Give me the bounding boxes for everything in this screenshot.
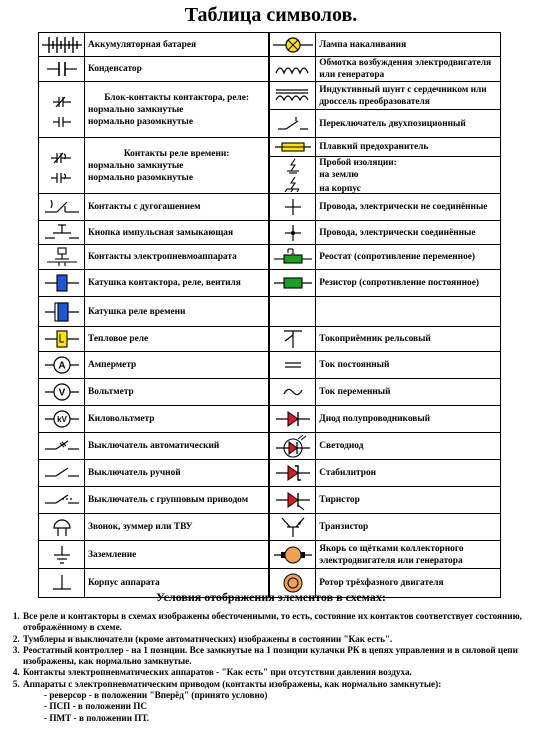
ac-current-icon [269,379,316,406]
symbol-label: Ток постоянный [316,352,501,379]
group-line: нормально замкнутые [88,104,184,115]
symbol-label: Обмотка возбуждения электродвигателя или генератора [316,57,501,82]
symbol-label: Реостат (сопротивление переменное) [316,245,501,270]
symbol-label: Ток переменный [316,379,501,406]
symbol-label: Резистор (сопротивление постоянное) [316,270,501,297]
symbol-label: Аккумуляторная батарея [85,33,270,57]
symbol-label: Лампа накаливания [316,33,501,57]
conditions-list [0,611,542,724]
conditions-heading: Условия отображения элементов в схемах: [156,590,386,604]
symbol-label: Токоприёмник рельсовый [316,327,501,352]
circuit-breaker-icon [39,433,85,460]
inductor-switch-cell [269,82,316,138]
led-icon [269,433,316,460]
group-line: нормально замкнутые [88,160,184,171]
group-heading: Контакты реле времени: [123,148,230,159]
condition-item: 4. Контакты электропневматических аппаратов - "Как есть" при отсутствии давления воздуха. [22,667,542,678]
dc-current-icon [269,352,316,379]
group-heading: Пробой изоляции: [319,158,397,168]
fuse-insulation-cell [269,138,316,194]
empty-cell [316,297,501,327]
condition-item: 3. Реостатный контроллер - на 1 позиции. Все замкнутые на 1 позиции кулачки РК в цепях управления и в силовой цепи изображены, как нормально замкнутые. [22,645,542,668]
symbol-label: Конденсатор [85,57,270,82]
arc-quench-contact-icon [39,194,85,221]
transistor-icon [269,514,316,541]
diode-icon [269,406,316,433]
block-contacts-icon [39,82,85,138]
battery-icon [39,33,85,57]
inductor-core-icon [270,82,315,110]
symbol-label: Катушка контактора, реле, вентиля [85,270,270,297]
rail-collector-icon [269,327,316,352]
resistor-icon [269,270,316,297]
insulation-breakdown-icon [270,157,315,193]
capacitor-icon [39,57,85,82]
symbol-label: Плавкий предохранитель [316,138,500,157]
condition-text: Аппараты с электропневматическим приводом (контакты изображены, как нормально замкнутые): [23,678,442,689]
group-line: нормально разомкнутые [88,172,193,183]
thermal-relay-icon [39,327,85,352]
symbol-label: Транзистор [316,514,501,541]
symbol-label: Корпус аппарата [85,569,270,598]
symbol-label: Контакты с дугогашением [85,194,270,221]
rheostat-icon [269,245,316,270]
symbol-label: Вольтметр [85,379,270,406]
symbol-label-group [316,82,501,138]
condition-subitem: - ПМТ - в положении ПТ. [44,712,149,723]
symbol-label: Выключатель автоматический [85,433,270,460]
kilovoltmeter-icon [39,406,85,433]
display-conditions [0,590,542,724]
symbol-label: Контакты электропневмоаппарата [85,245,270,270]
symbols-table [38,32,501,598]
meter-glyph: V [58,387,65,399]
voltmeter-icon [39,379,85,406]
meter-glyph: A [57,360,66,372]
group-line: на корпус [319,184,361,194]
symbol-label-group [85,82,270,138]
symbol-label: Тиристор [316,487,501,514]
symbol-label: Провода, электрически не соединённые [316,194,501,221]
time-relay-contacts-icon [39,138,85,194]
meter-glyph: kV [56,415,67,424]
group-line: на землю [319,170,359,180]
condition-item: 1. Все реле и контакторы в схемах изображены обесточенными, то есть, состояние их контактов соответствует состоянию, отображённому в схеме. [22,611,542,634]
condition-sublist [23,690,542,724]
symbol-label-group [316,157,500,193]
symbol-label: Выключатель ручной [85,460,270,487]
symbol-label: Диод полупроводниковый [316,406,501,433]
condition-subitem: - ПСП - в положении ПС [44,701,148,712]
symbol-label: Индуктивный шунт с сердечником или дроссель преобразователя [316,82,500,110]
symbol-label: Стабилитрон [316,460,501,487]
group-line: нормально разомкнутые [88,116,193,127]
field-winding-icon [269,57,316,82]
wires-joined-icon [269,221,316,245]
symbol-label: Ротор трёхфазного двигателя [316,569,501,598]
condition-subitem: - реверсор - в положении "Вперёд" (принято условно) [44,690,268,701]
symbol-label: Кнопка импульсная замыкающая [85,221,270,245]
symbol-label: Звонок, зуммер или ТВУ [85,514,270,541]
ammeter-icon [39,352,85,379]
symbol-label: Выключатель с групповым приводом [85,487,270,514]
bell-icon [39,514,85,541]
group-heading: Блок-контакты контактора, реле: [104,92,250,103]
zener-icon [269,460,316,487]
two-position-switch-icon [270,110,315,137]
symbol-label: Катушка реле времени [85,297,270,327]
condition-item [22,679,542,724]
symbol-label: Тепловое реле [85,327,270,352]
manual-switch-icon [39,460,85,487]
armature-icon [269,541,316,569]
pushbutton-icon [39,221,85,245]
fuse-icon [270,138,315,157]
symbol-label: Якорь со щётками коллекторного электродвигателя или генератора [316,541,501,569]
empty-cell [269,297,316,327]
symbol-label: Переключатель двухпозиционный [319,118,466,129]
contactor-coil-icon [39,270,85,297]
condition-item: 2. Тумблеры и выключатели (кроме автоматических) изображены в состоянии "Как есть". [22,634,542,645]
symbol-label-group [85,138,270,194]
symbol-label-group [316,138,501,194]
page-title: Таблица символов. [184,4,358,26]
symbol-label: Амперметр [85,352,270,379]
wires-crossing-icon [269,194,316,221]
thyristor-icon [269,487,316,514]
time-relay-coil-icon [39,297,85,327]
symbol-label: Заземление [85,541,270,569]
lamp-icon [269,33,316,57]
electropneumatic-contact-icon [39,245,85,270]
symbol-label: Киловольтметр [85,406,270,433]
symbol-label: Светодиод [316,433,501,460]
ground-icon [39,541,85,569]
group-switch-icon [39,487,85,514]
symbol-label: Провода, электрически соединённые [316,221,501,245]
